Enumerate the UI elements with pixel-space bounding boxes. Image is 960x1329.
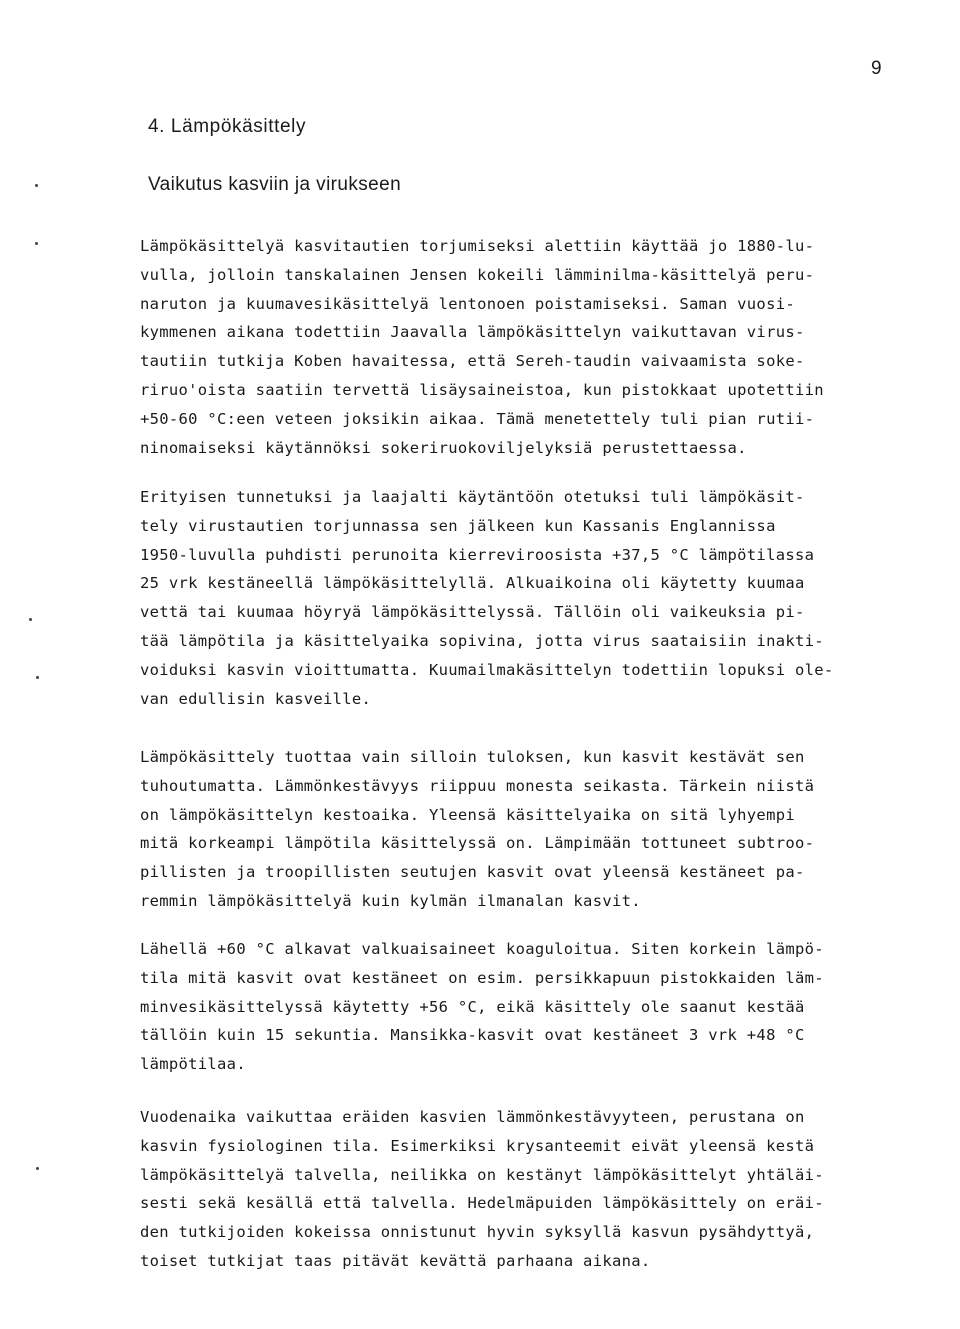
text-line: voiduksi kasvin vioittumatta. Kuumailmakäsittelyn todettiin lopuksi ole- <box>140 660 834 679</box>
paragraph-4 <box>140 935 870 1079</box>
text-line: mitä korkeampi lämpötila käsittelyssä on. Lämpimään tottuneet subtroo- <box>140 834 815 853</box>
paragraph-5 <box>140 1103 870 1276</box>
text-line: Lämpökäsittelyä kasvitautien torjumiseksi alettiin käyttää jo 1880-lu- <box>140 237 815 255</box>
text-line: 1950-luvulla puhdisti perunoita kierreviroosista +37,5 °C lämpötilassa <box>140 545 815 564</box>
subheading: Vaikutus kasviin ja virukseen <box>148 174 402 195</box>
text-line: kasvin fysiologinen tila. Esimerkiksi krysanteemit eivät yleensä kestä <box>140 1136 815 1155</box>
text-line: minvesikäsittelyssä käytetty +56 °C, eikä käsittely ole saanut kestää <box>140 997 805 1016</box>
section-heading: 4. Lämpökäsittely <box>148 116 307 137</box>
page-number: 9 <box>871 58 882 79</box>
text-line: naruton ja kuumavesikäsittelyä lentonoen poistamiseksi. Saman vuosi- <box>140 294 795 313</box>
text-line: tely virustautien torjunnassa sen jälkeen kun Kassanis Englannissa <box>140 516 776 535</box>
text-line: van edullisin kasveille. <box>140 689 372 708</box>
text-line: toiset tutkijat taas pitävät kevättä parhaana aikana. <box>140 1251 651 1270</box>
text-line: kymmenen aikana todettiin Jaavalla lämpökäsittelyn vaikuttavan virus- <box>140 323 805 342</box>
text-line: Vuodenaika vaikuttaa eräiden kasvien lämmönkestävyyteen, perustana on <box>140 1108 805 1126</box>
text-line: remmin lämpökäsittelyä kuin kylmän ilmanalan kasvit. <box>140 891 641 910</box>
text-line: 25 vrk kestäneellä lämpökäsittelyllä. Alkuaikoina oli käytetty kuumaa <box>140 574 805 593</box>
text-line: tila mitä kasvit ovat kestäneet on esim. persikkapuun pistokkaiden läm- <box>140 968 824 987</box>
text-line: on lämpökäsittelyn kestoaika. Yleensä käsittelyaika on sitä lyhyempi <box>140 805 795 824</box>
text-line: +50-60 °C:een veteen joksikin aikaa. Tämä menetettely tuli pian rutii- <box>140 409 815 428</box>
scan-speck <box>35 184 38 187</box>
text-line: den tutkijoiden kokeissa onnistunut hyvin syksyllä kasvun pysähdyttyä, <box>140 1223 815 1242</box>
scan-speck <box>36 676 39 679</box>
scan-speck <box>36 1167 39 1170</box>
text-line: tuhoutumatta. Lämmönkestävyys riippuu monesta seikasta. Tärkein niistä <box>140 776 815 795</box>
text-line: pillisten ja troopillisten seutujen kasvit ovat yleensä kestäneet pa- <box>140 863 805 882</box>
scan-speck <box>29 618 32 621</box>
text-line: lämpötilaa. <box>140 1055 246 1074</box>
text-line: Erityisen tunnetuksi ja laajalti käytäntöön otetuksi tuli lämpökäsit- <box>140 488 805 506</box>
text-line: sesti sekä kesällä että talvella. Hedelmäpuiden lämpökäsittely on eräi- <box>140 1194 824 1213</box>
paragraph-2 <box>140 483 870 713</box>
text-line: lämpökäsittelyä talvella, neilikka on kestänyt lämpökäsittelyt yhtäläi- <box>140 1165 824 1184</box>
text-line: ninomaiseksi käytännöksi sokeriruokoviljelyksiä perustettaessa. <box>140 438 747 457</box>
text-line: tautiin tutkija Koben havaitessa, että Sereh-taudin vaivaamista soke- <box>140 352 805 371</box>
text-line: Lämpökäsittely tuottaa vain silloin tuloksen, kun kasvit kestävät sen <box>140 748 805 766</box>
scan-speck <box>35 242 38 245</box>
text-line: vettä tai kuumaa höyryä lämpökäsittelyssä. Tällöin oli vaikeuksia pi- <box>140 603 805 622</box>
paragraph-1 <box>140 232 870 462</box>
text-line: riruo'oista saatiin tervettä lisäysaineistoa, kun pistokkaat upotettiin <box>140 380 824 399</box>
text-line: Lähellä +60 °C alkavat valkuaisaineet koaguloitua. Siten korkein lämpö- <box>140 940 824 958</box>
text-line: vulla, jolloin tanskalainen Jensen kokeili lämminilma-käsittelyä peru- <box>140 265 815 284</box>
paragraph-3 <box>140 743 870 916</box>
text-line: tällöin kuin 15 sekuntia. Mansikka-kasvit ovat kestäneet 3 vrk +48 °C <box>140 1026 805 1045</box>
text-line: tää lämpötila ja käsittelyaika sopivina, jotta virus saataisiin inakti- <box>140 631 824 650</box>
